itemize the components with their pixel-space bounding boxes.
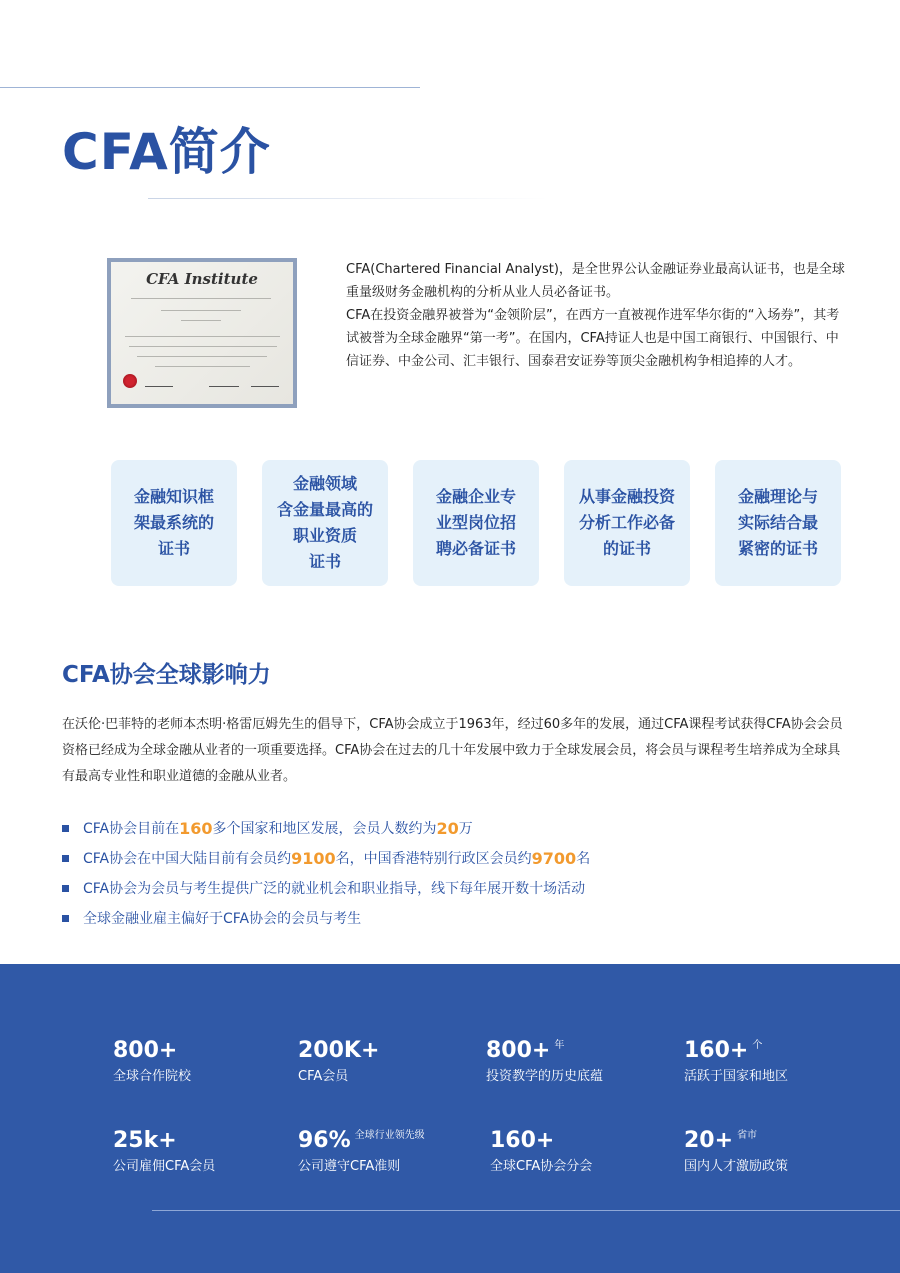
feature-card-label: 金融理论与 实际结合最 紧密的证书 [737, 487, 818, 558]
panel-divider [152, 1210, 900, 1211]
stat-label: 全球CFA协会分会 [490, 1159, 593, 1174]
stat-suffix: 年 [554, 1040, 565, 1051]
certificate-text-line [181, 320, 221, 321]
stat-item [486, 1038, 603, 1084]
stat-label: 国内人才激励政策 [684, 1159, 789, 1174]
influence-paragraph: 在沃伦·巴菲特的老师本杰明·格雷厄姆先生的倡导下，CFA协会成立于1963年，经过60多年的发展，通过CFA课程考试获得CFA协会会员资格已经成为全球金融从业者的一项重要选择。CFA协会在过去的几十年发展中致力于全球发展会员，将会员与课程考生培养成为全球具有最高专业性和职业道德的金融从业者。 [62, 717, 843, 784]
feature-card [262, 460, 388, 586]
stat-value: 800+ [486, 1038, 551, 1063]
certificate-text-line [129, 346, 277, 347]
square-bullet-icon [62, 825, 69, 832]
stat-suffix: 全球行业领先级 [354, 1130, 425, 1141]
stat-value: 160+ [490, 1128, 555, 1153]
stat-value: 96% [298, 1128, 351, 1153]
highlight-number: 160 [179, 818, 213, 838]
stat-value: 200K+ [298, 1038, 380, 1063]
title-divider [148, 198, 548, 199]
top-divider [0, 87, 420, 88]
square-bullet-icon [62, 885, 69, 892]
bullet-item: 全球金融业雇主偏好于CFA协会的会员与考生 [62, 903, 862, 933]
stat-item [298, 1038, 379, 1084]
feature-cards [111, 460, 841, 586]
stat-label: CFA会员 [298, 1069, 349, 1084]
feature-card-label: 金融企业专 业型岗位招 聘必备证书 [435, 487, 516, 558]
seal-icon [123, 374, 137, 388]
signature-line [209, 380, 239, 387]
stat-item [113, 1128, 215, 1174]
influence-bullet-list [62, 813, 862, 933]
certificate-text-line [137, 356, 267, 357]
highlight-number: 9100 [291, 848, 336, 868]
stat-label: 公司遵守CFA准则 [298, 1159, 401, 1174]
signature-line [145, 380, 173, 387]
square-bullet-icon [62, 915, 69, 922]
stat-label: 全球合作院校 [113, 1069, 192, 1084]
influence-section-title: CFA协会全球影响力 [62, 662, 271, 688]
square-bullet-icon [62, 855, 69, 862]
stat-item [113, 1038, 191, 1084]
feature-card [111, 460, 237, 586]
stat-value: 160+ [684, 1038, 749, 1063]
intro-paragraph: CFA在投资金融界被誉为“金领阶层”，在西方一直被视作进军华尔街的“入场券”，其考试被誉为全球金融界“第一考”。在国内，CFA持证人也是中国工商银行、中国银行、中信证券、中金公司、汇丰银行、国泰君安证券等顶尖金融机构争相追捧的人才。 [346, 308, 840, 369]
stat-value: 25k+ [113, 1128, 177, 1153]
feature-card [715, 460, 841, 586]
stat-item [684, 1038, 788, 1084]
certificate-heading: CFA Institute [146, 270, 258, 288]
certificate-text-line [125, 336, 280, 337]
stat-label: 投资教学的历史底蕴 [486, 1069, 604, 1084]
bullet-item: CFA协会为会员与考生提供广泛的就业机会和职业指导，线下每年展开数十场活动 [62, 873, 862, 903]
feature-card-label: 金融领域 含金量最高的 职业资质 证书 [276, 474, 373, 571]
feature-card-label: 从事金融投资 分析工作必备 的证书 [578, 487, 675, 558]
feature-card [564, 460, 690, 586]
stat-item [490, 1128, 592, 1174]
stat-suffix: 个 [752, 1040, 763, 1051]
certificate-image [107, 258, 297, 408]
certificate-text-line [155, 366, 250, 367]
highlight-number: 20 [436, 818, 459, 838]
intro-paragraph: CFA(Chartered Financial Analyst)，是全世界公认金融证券业最高认证书，也是全球重量级财务金融机构的分析从业人员必备证书。 [346, 262, 845, 300]
bullet-item: CFA协会在中国大陆目前有会员约 9100 名，中国香港特别行政区会员约 9700 名 [62, 843, 862, 873]
stat-item [298, 1128, 425, 1174]
stat-label: 公司雇佣CFA会员 [113, 1159, 216, 1174]
stat-value: 20+ [684, 1128, 734, 1153]
feature-card-label: 金融知识框 架最系统的 证书 [133, 487, 214, 558]
certificate-text-line [131, 298, 271, 299]
highlight-number: 9700 [531, 848, 577, 868]
signature-line [251, 380, 279, 387]
certificate-text-line [161, 310, 241, 311]
bullet-item: CFA协会目前在 160 多个国家和地区发展，会员人数约为 20 万 [62, 813, 862, 843]
cfa-intro-text [346, 258, 846, 373]
stat-suffix: 省市 [737, 1130, 758, 1141]
stat-item [684, 1128, 788, 1174]
stat-label: 活跃于国家和地区 [684, 1069, 789, 1084]
feature-card [413, 460, 539, 586]
stat-value: 800+ [113, 1038, 178, 1063]
stats-panel [0, 964, 900, 1273]
page-title: CFA简介 [62, 123, 271, 181]
